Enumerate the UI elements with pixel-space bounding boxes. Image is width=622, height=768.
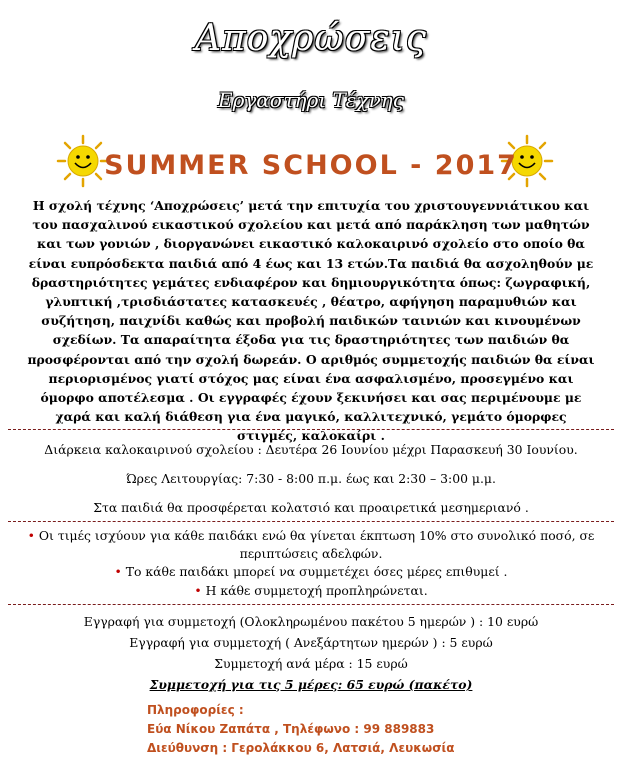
note-text: Το κάθε παιδάκι μπορεί να συμμετέχει όσες μέρες επιθυμεί . xyxy=(125,564,508,579)
bullet-icon: • xyxy=(114,564,122,579)
brand-logo: Αποχρώσεις xyxy=(195,18,427,59)
contact-name-phone: Εύα Νίκου Ζαπάτα , Τηλέφωνο : 99 889883 xyxy=(147,722,435,736)
contact-address: Διεύθυνση : Γερολάκκου 6, Λατσιά, Λευκωσία xyxy=(147,741,455,755)
note-text: Η κάθε συμμετοχή προπληρώνεται. xyxy=(205,583,428,598)
intro-paragraph: Η σχολή τέχνης ‘Αποχρώσεις’ μετά την επιτυχία του χριστουγεννιάτικου και του πασχαλινού εικαστικού σχολείου και μετά από παράκληση των μαθητών και των γονιών , διοργανώνει εικαστικό καλοκαιρινό σχολείο στο οποίο θα είναι ευπρόσδεκτα παιδιά από 4 έως και 13 ετών.Τα παιδιά θα ασχοληθούν με δραστηριότητες γεμάτες ενδιαφέρον και δημιουργικότητα όπως: ζωγραφική, γλυπτική ,τρισδιάστατες κατασκευές , θέατρο, αφήγηση παραμυθιών και συζήτηση, παιχνίδι καθώς και προβολή παιδικών ταινιών και κινουμένων σχεδίων. Τα απαραίτητα έξοδα για τις δραστηριότητες των παιδιών θα προσφέρονται από την σχολή δωρεάν. Ο αριθμός συμμετοχής παιδιών θα είναι περιορισμένος γιατί στόχος μας είναι ένα ασφαλισμένο, προσεγμένο και όμορφο αποτέλεσμα . Οι εγγραφές έχουν ξεκινήσει και σας περιμένουμε με χαρά και καλή διάθεση για ένα μαγικό, καλλιτεχνικό, γεμάτο όμορφες στιγμές, καλοκαίρι . xyxy=(27,198,595,444)
note-text: Οι τιμές ισχύουν για κάθε παιδάκι ενώ θα γίνεται έκπτωση 10% στο συνολικό ποσό, σε περιπτώσεις αδελφών. xyxy=(38,528,595,561)
hours-text: Ώρες Λειτουργίας: 7:30 - 8:00 π.μ. έως και 2:30 – 3:00 μ.μ. xyxy=(126,471,496,486)
meals-text: Στα παιδιά θα προσφέρεται κολατσιό και προαιρετικά μεσημεριανό . xyxy=(93,500,529,515)
brand-subtitle: Εργαστήρι Τέχνης xyxy=(217,88,404,112)
contact-heading: Πληροφορίες : xyxy=(147,703,244,717)
divider xyxy=(8,604,614,605)
price-item: Συμμετοχή ανά μέρα : 15 ευρώ xyxy=(214,656,408,671)
price-item: Εγγραφή για συμμετοχή ( Ανεξάρτητων ημερών ) : 5 ευρώ xyxy=(129,635,493,650)
price-package xyxy=(0,676,622,694)
note-item xyxy=(22,527,600,563)
divider xyxy=(8,429,614,430)
note-item xyxy=(0,563,622,581)
bullet-icon: • xyxy=(194,583,202,598)
duration-text: Διάρκεια καλοκαιρινού σχολείου : Δευτέρα 26 Ιουνίου μέχρι Παρασκευή 30 Ιουνίου. xyxy=(44,442,578,457)
page-title: SUMMER SCHOOL - 2017 xyxy=(104,150,518,181)
price-package-text: Συμμετοχή για τις 5 μέρες: 65 ευρώ (πακέτο) xyxy=(149,677,473,692)
note-item xyxy=(0,582,622,600)
bullet-icon: • xyxy=(27,528,35,543)
price-item: Εγγραφή για συμμετοχή (Ολοκληρωμένου πακέτου 5 ημερών ) : 10 ευρώ xyxy=(83,614,539,629)
divider xyxy=(8,521,614,522)
